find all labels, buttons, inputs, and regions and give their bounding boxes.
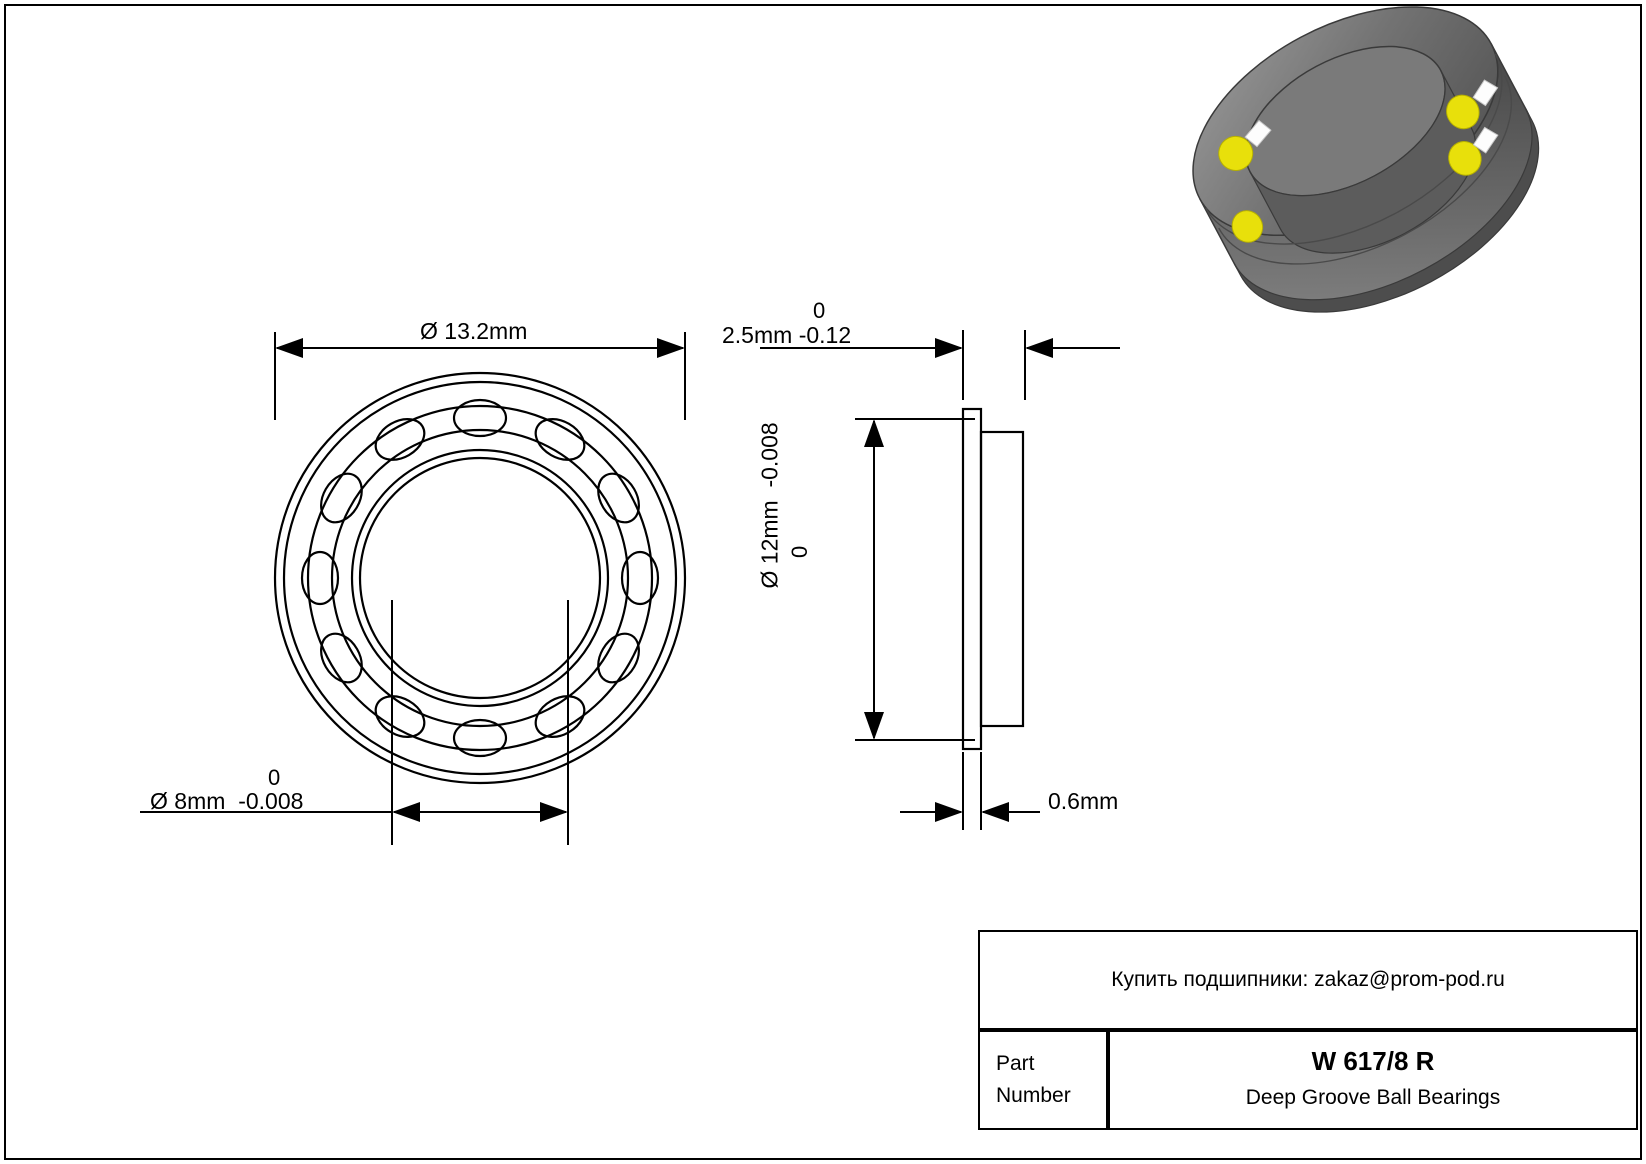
part-label-line1: Part — [996, 1052, 1035, 1075]
front-view — [275, 373, 685, 783]
part-number-value-cell — [1108, 1030, 1638, 1130]
title-block-contact — [978, 930, 1638, 1030]
part-number: W 617/8 R — [1311, 1046, 1435, 1076]
isometric-bearing-render — [1155, 0, 1576, 359]
bore-tolerance-upper: 0 — [268, 765, 281, 790]
contact-email: Купить подшипники: zakaz@prom-pod.ru — [1111, 968, 1505, 991]
flange-diameter-label: Ø 12mm -0.008 — [756, 422, 783, 589]
side-view — [963, 409, 1023, 749]
part-number-label-cell — [978, 1030, 1108, 1130]
od-dimension-label: Ø 13.2mm — [420, 318, 528, 344]
part-label-line2: Number — [996, 1084, 1071, 1107]
part-description: Deep Groove Ball Bearings — [1245, 1086, 1501, 1109]
width-dimension-label: 2.5mm -0.12 — [722, 322, 852, 348]
flange-thickness-label: 0.6mm — [1048, 788, 1119, 814]
ball-elements — [302, 400, 658, 756]
width-tolerance-upper: 0 — [813, 298, 826, 323]
flange-diameter-dimension — [855, 419, 975, 740]
bore-dimension-label: Ø 8mm -0.008 — [150, 788, 304, 814]
flange-thickness-dimension — [900, 752, 1040, 830]
flange-tolerance-upper: 0 — [787, 545, 812, 558]
